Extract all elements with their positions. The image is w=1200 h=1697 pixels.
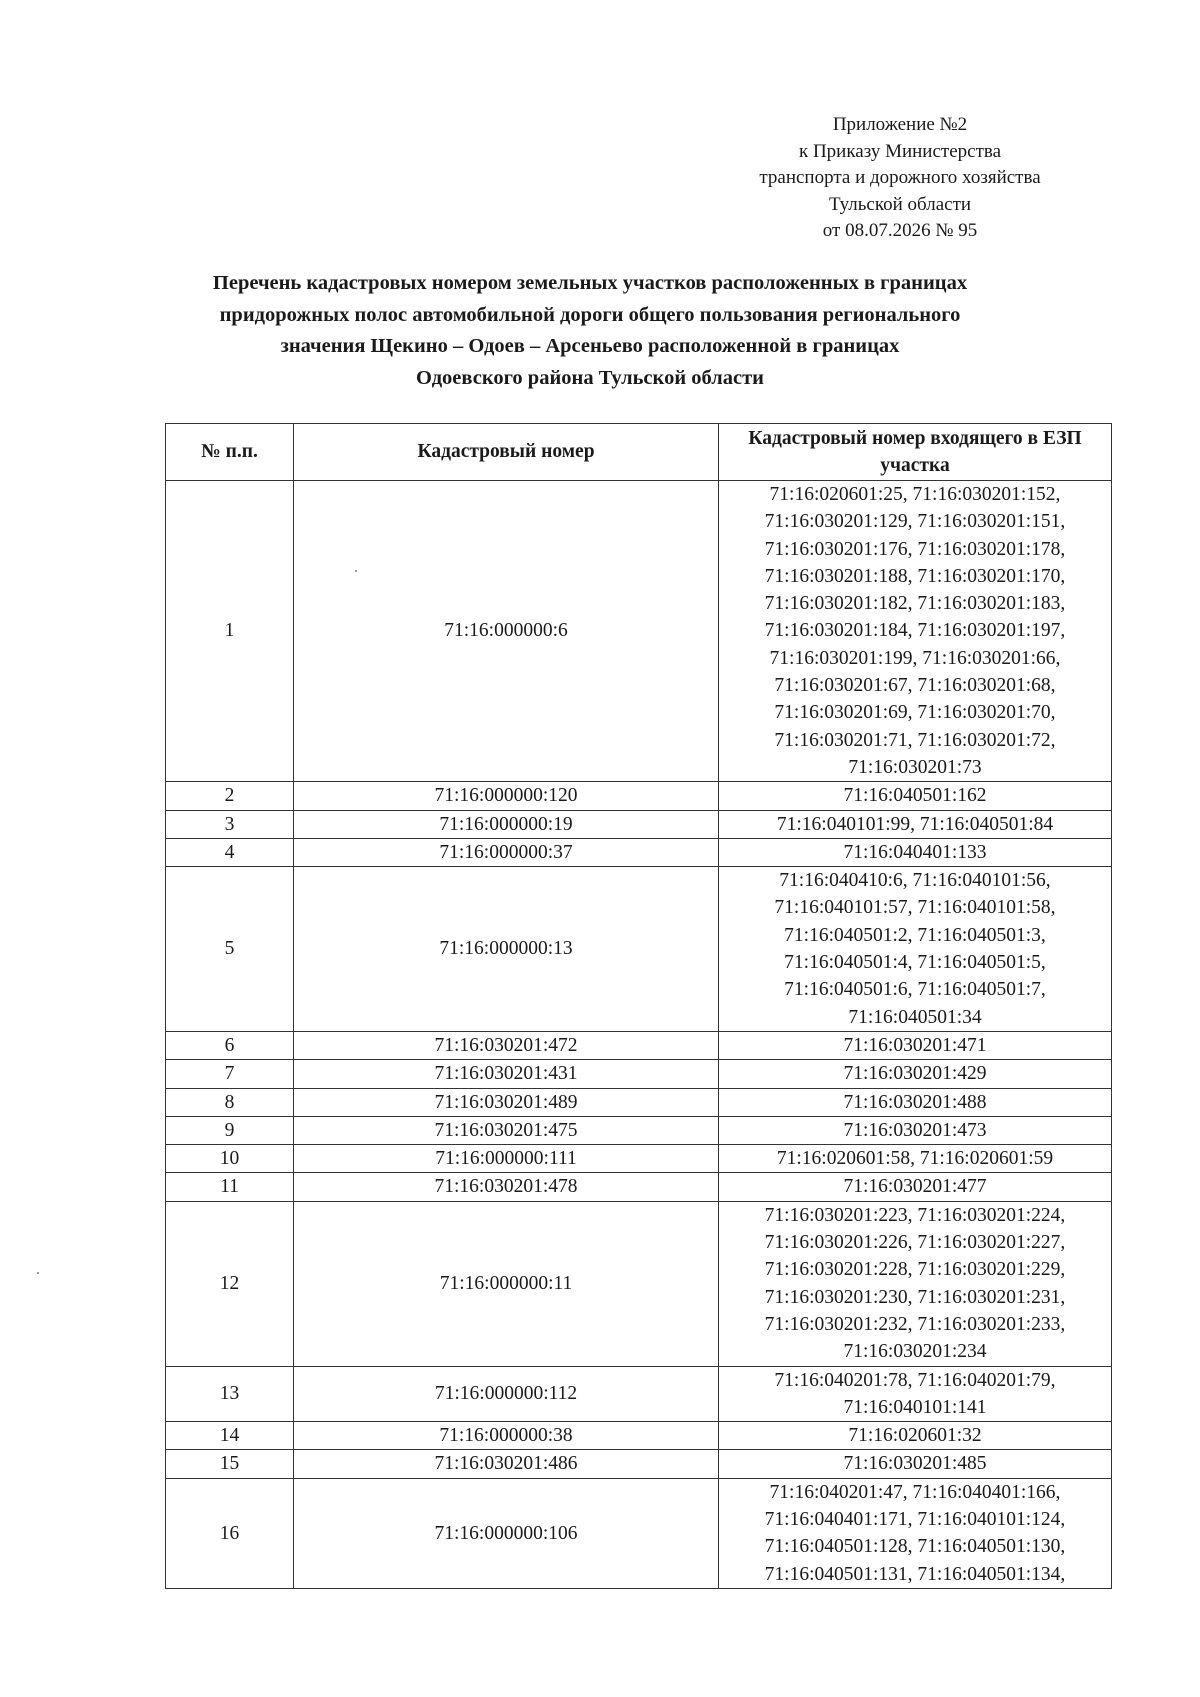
cadastral-number-cell: 71:16:000000:6 xyxy=(294,481,719,782)
included-parcels-cell: 71:16:030201:429 xyxy=(719,1060,1112,1088)
cadastral-number-cell: 71:16:000000:38 xyxy=(294,1422,719,1450)
table-row xyxy=(166,838,1112,866)
included-parcels-cell: 71:16:020601:32 xyxy=(719,1422,1112,1450)
header-included: Кадастровый номер входящего в ЕЗП участка xyxy=(719,424,1112,481)
header-cadastral: Кадастровый номер xyxy=(294,424,719,481)
included-parcels-cell: 71:16:030201:485 xyxy=(719,1450,1112,1478)
row-number-cell: 7 xyxy=(166,1060,294,1088)
row-number-cell: 13 xyxy=(166,1366,294,1422)
table-row xyxy=(166,810,1112,838)
row-number-cell: 9 xyxy=(166,1116,294,1144)
table-row xyxy=(166,1173,1112,1201)
title-line: Перечень кадастровых номером земельных участков расположенных в границах xyxy=(212,272,968,294)
title-line: Одоевского района Тульской области xyxy=(416,366,764,389)
cadastral-table xyxy=(165,423,1112,1589)
row-number-cell: 6 xyxy=(166,1031,294,1059)
included-parcels-cell: 71:16:020601:58, 71:16:020601:59 xyxy=(719,1145,1112,1173)
table-row xyxy=(166,1145,1112,1173)
table-row xyxy=(166,1031,1112,1059)
appendix-line: от 08.07.2026 № 95 xyxy=(822,220,978,241)
included-parcels-cell: 71:16:040410:6, 71:16:040101:56, 71:16:040101:57, 71:16:040101:58, 71:16:040501:2, 71:16:040501:3, 71:16:040501:4, 71:16:040501:5, 71:16:040501:6, 71:16:040501:7, 71:16:040501:34 xyxy=(719,867,1112,1032)
table-row xyxy=(166,1088,1112,1116)
table-row xyxy=(166,782,1112,810)
appendix-header xyxy=(700,112,1100,245)
row-number-cell: 1 xyxy=(166,481,294,782)
included-parcels-cell: 71:16:020601:25, 71:16:030201:152, 71:16:030201:129, 71:16:030201:151, 71:16:030201:176, 71:16:030201:178, 71:16:030201:188, 71:16:030201:170, 71:16:030201:182, 71:16:030201:183, 71:16:030201:184, 71:16:030201:197, 71:16:030201:199, 71:16:030201:66, 71:16:030201:67, 71:16:030201:68, 71:16:030201:69, 71:16:030201:70, 71:16:030201:71, 71:16:030201:72, 71:16:030201:73 xyxy=(719,481,1112,782)
appendix-line: к Приказу Министерства xyxy=(798,140,1002,162)
included-parcels-cell: 71:16:040101:99, 71:16:040501:84 xyxy=(719,810,1112,838)
row-number-cell: 14 xyxy=(166,1422,294,1450)
cadastral-number-cell: 71:16:000000:19 xyxy=(294,810,719,838)
included-parcels-cell: 71:16:040201:47, 71:16:040401:166, 71:16:040401:171, 71:16:040101:124, 71:16:040501:128, 71:16:040501:130, 71:16:040501:131, 71:16:040501:134, xyxy=(719,1478,1112,1588)
row-number-cell: 16 xyxy=(166,1478,294,1588)
included-parcels-cell: 71:16:030201:477 xyxy=(719,1173,1112,1201)
cadastral-number-cell: 71:16:000000:120 xyxy=(294,782,719,810)
row-number-cell: 12 xyxy=(166,1201,294,1366)
table-row xyxy=(166,1478,1112,1588)
included-parcels-cell: 71:16:040201:78, 71:16:040201:79, 71:16:040101:141 xyxy=(719,1366,1112,1422)
appendix-line: транспорта и дорожного хозяйства xyxy=(759,167,1041,188)
table-row xyxy=(166,1060,1112,1088)
table-row xyxy=(166,1450,1112,1478)
appendix-line: Тульской области xyxy=(828,193,972,215)
cadastral-number-cell: 71:16:030201:431 xyxy=(294,1060,719,1088)
table-row xyxy=(166,867,1112,1032)
appendix-line: Приложение №2 xyxy=(832,114,968,135)
row-number-cell: 15 xyxy=(166,1450,294,1478)
cadastral-number-cell: 71:16:030201:478 xyxy=(294,1173,719,1201)
scan-speck xyxy=(37,1272,39,1274)
row-number-cell: 11 xyxy=(166,1173,294,1201)
table-row xyxy=(166,481,1112,782)
header-num: № п.п. xyxy=(166,424,294,481)
scan-speck xyxy=(355,570,357,572)
included-parcels-cell: 71:16:040501:162 xyxy=(719,782,1112,810)
included-parcels-cell: 71:16:030201:488 xyxy=(719,1088,1112,1116)
table-body xyxy=(166,481,1112,1589)
cadastral-number-cell: 71:16:030201:486 xyxy=(294,1450,719,1478)
included-parcels-cell: 71:16:040401:133 xyxy=(719,838,1112,866)
row-number-cell: 4 xyxy=(166,838,294,866)
title-line: значения Щекино – Одоев – Арсеньево расположенной в границах xyxy=(280,335,900,357)
table-header-row xyxy=(166,424,1112,481)
cadastral-number-cell: 71:16:000000:37 xyxy=(294,838,719,866)
row-number-cell: 5 xyxy=(166,867,294,1032)
included-parcels-cell: 71:16:030201:471 xyxy=(719,1031,1112,1059)
cadastral-number-cell: 71:16:000000:106 xyxy=(294,1478,719,1588)
row-number-cell: 8 xyxy=(166,1088,294,1116)
cadastral-number-cell: 71:16:000000:112 xyxy=(294,1366,719,1422)
row-number-cell: 10 xyxy=(166,1145,294,1173)
cadastral-number-cell: 71:16:030201:475 xyxy=(294,1116,719,1144)
table-row xyxy=(166,1116,1112,1144)
cadastral-number-cell: 71:16:030201:472 xyxy=(294,1031,719,1059)
title-line: придорожных полос автомобильной дороги общего пользования регионального xyxy=(219,303,961,326)
table-row xyxy=(166,1201,1112,1366)
row-number-cell: 3 xyxy=(166,810,294,838)
table-row xyxy=(166,1366,1112,1422)
row-number-cell: 2 xyxy=(166,782,294,810)
cadastral-number-cell: 71:16:030201:489 xyxy=(294,1088,719,1116)
included-parcels-cell: 71:16:030201:473 xyxy=(719,1116,1112,1144)
document-title xyxy=(150,268,1030,394)
table-row xyxy=(166,1422,1112,1450)
cadastral-number-cell: 71:16:000000:11 xyxy=(294,1201,719,1366)
included-parcels-cell: 71:16:030201:223, 71:16:030201:224, 71:16:030201:226, 71:16:030201:227, 71:16:030201:228, 71:16:030201:229, 71:16:030201:230, 71:16:030201:231, 71:16:030201:232, 71:16:030201:233, 71:16:030201:234 xyxy=(719,1201,1112,1366)
cadastral-number-cell: 71:16:000000:13 xyxy=(294,867,719,1032)
cadastral-number-cell: 71:16:000000:111 xyxy=(294,1145,719,1173)
